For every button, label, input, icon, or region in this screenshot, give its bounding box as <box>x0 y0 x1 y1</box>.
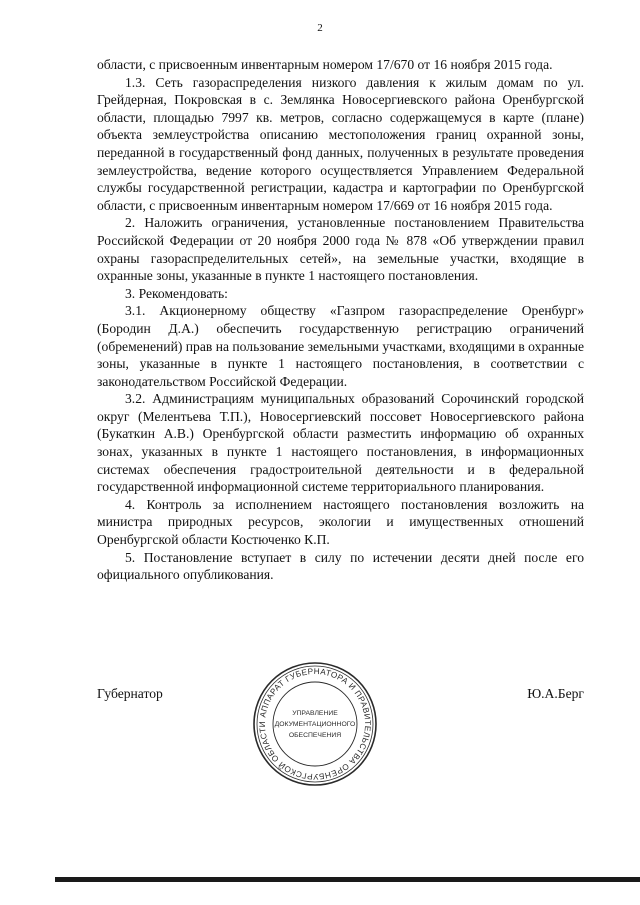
official-seal-stamp <box>251 660 379 788</box>
scan-bottom-edge-bar <box>55 877 640 882</box>
seal-center-line-2: ДОКУМЕНТАЦИОННОГО <box>274 721 356 728</box>
seal-ring-text: АППАРАТ ГУБЕРНАТОРА И ПРАВИТЕЛЬСТВА ОРЕНБУРГСКОЙ ОБЛАСТИ <box>257 666 373 782</box>
paragraph-3-1: 3.1. Акционерному обществу «Газпром газораспределение Оренбург» (Бородин Д.А.) обеспечить государственную регистрацию ограничений (обременений) прав на пользование земельными участками, входящими в охранные зоны, указанные в пункте 1 настоящего постановления, в соответствии с законодательством Российской Федерации. <box>97 303 584 389</box>
paragraph-4: 4. Контроль за исполнением настоящего постановления возложить на министра природных ресурсов, экологии и имущественных отношений Оренбургской области Костюченко К.П. <box>97 496 584 548</box>
seal-center-line-3: ОБЕСПЕЧЕНИЯ <box>288 732 342 739</box>
signatory-name: Ю.А.Берг <box>527 686 584 701</box>
paragraph-continuation: области, с присвоенным инвентарным номером 17/670 от 16 ноября 2015 года. <box>97 57 553 72</box>
paragraph-1-3: 1.3. Сеть газораспределения низкого давления к жилым домам по ул. Грейдерная, Покровская в с. Землянка Новосергиевского района Оренбургской области, площадью 7997 кв. метров, согласно содержащемуся в карте (плане) объекта землеустройства описанию местоположения границ охранной зоны, переданной в государственный фонд данных, полученных в результате проведения землеустройства, ведение которого осуществляется Управлением Федеральной службы государственной регистрации, кадастра и картографии по Оренбургской области, с присвоенным инвентарным номером 17/669 от 16 ноября 2015 года. <box>97 74 584 213</box>
signatory-title: Губернатор <box>97 686 163 701</box>
paragraph-2: 2. Наложить ограничения, установленные постановлением Правительства Российской Федерации от 20 ноября 2000 года № 878 «Об утверждении правил охраны газораспределительных сетей», на земельные участки, входящие в охранные зоны, указанные в пункте 1 настоящего постановления. <box>97 215 584 284</box>
paragraph-5: 5. Постановление вступает в силу по истечении десяти дней после его официального опубликования. <box>97 549 584 583</box>
paragraph-3-2: 3.2. Администрациям муниципальных образований Сорочинский городской округ (Мелентьева Т.П.), Новосергиевский поссовет Новосергиевского района (Букаткин А.В.) Оренбургской области разместить информацию об охранных зонах, указанных в пункте 1 настоящего постановления, в информационных системах обеспечения градостроительной деятельности и в федеральной государственной информационной системе территориального планирования. <box>97 391 584 495</box>
page-number: 2 <box>317 22 323 34</box>
paragraph-3: 3. Рекомендовать: <box>125 285 228 301</box>
document-body <box>97 56 584 584</box>
seal-center-line-1: УПРАВЛЕНИЕ <box>292 710 338 717</box>
